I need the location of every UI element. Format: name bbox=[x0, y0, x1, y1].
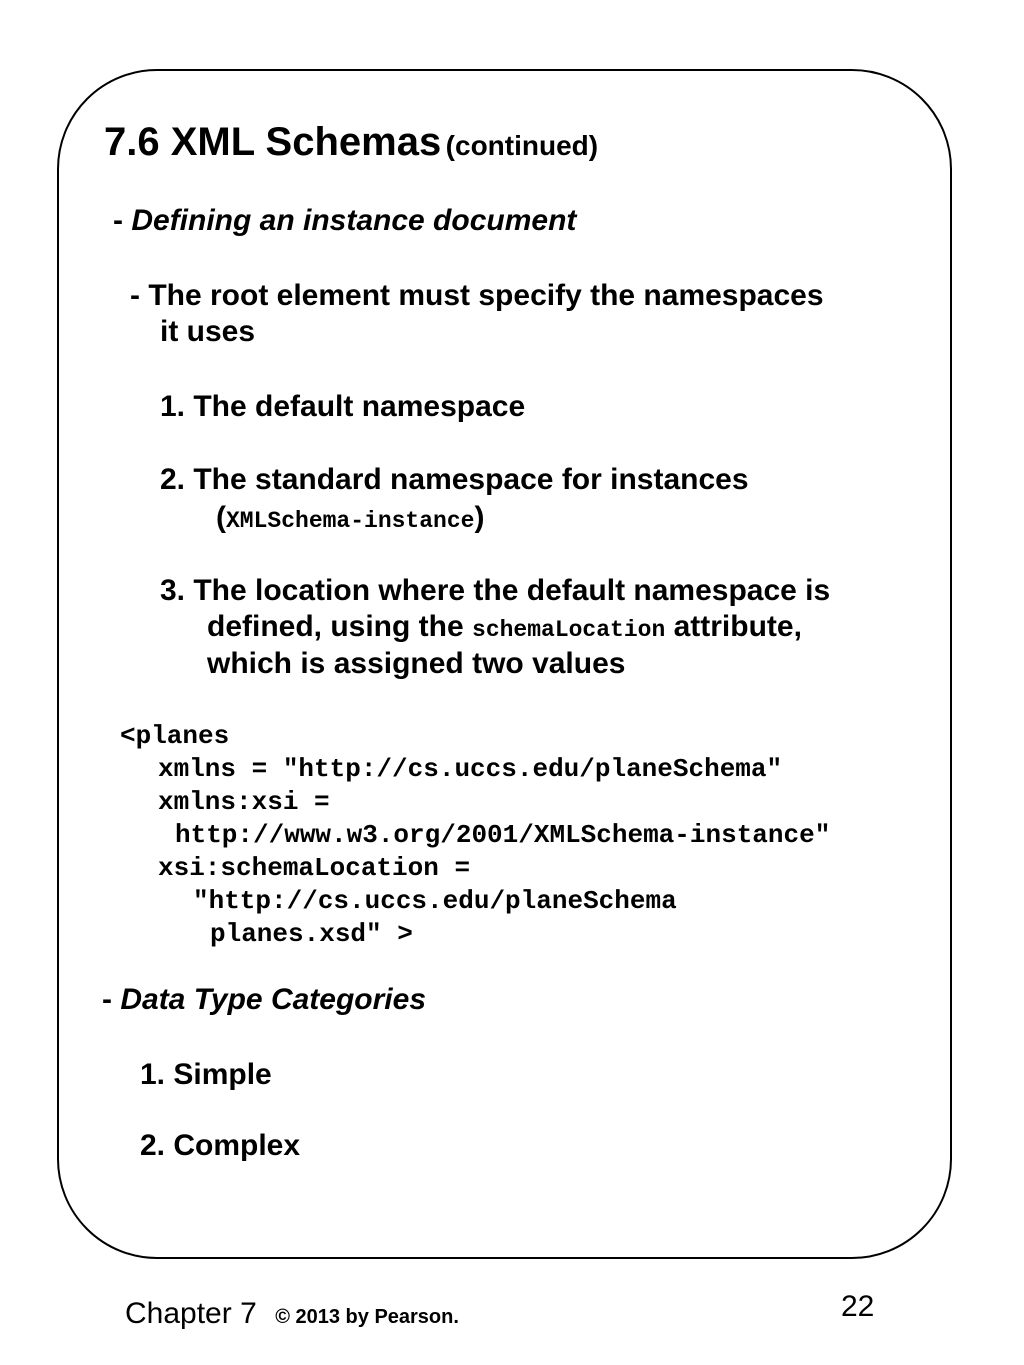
item-location-line3: which is assigned two values bbox=[207, 647, 626, 680]
code-line: <planes bbox=[120, 721, 230, 751]
xmlschema-instance-code: XMLSchema-instance bbox=[226, 508, 475, 534]
section-heading-text: Defining an instance document bbox=[131, 204, 577, 237]
section-dash: - bbox=[113, 204, 123, 237]
title-text: 7.6 XML Schemas bbox=[104, 120, 442, 164]
code-line: xmlns:xsi = bbox=[158, 787, 330, 817]
category-complex: 2. Complex bbox=[140, 1129, 301, 1162]
footer-chapter: Chapter 7 bbox=[125, 1297, 257, 1330]
code-line: http://www.w3.org/2001/XMLSchema-instance" bbox=[175, 820, 831, 850]
title-suffix: (continued) bbox=[445, 130, 599, 161]
code-line: xmlns = "http://cs.uccs.edu/planeSchema" bbox=[158, 754, 783, 784]
item-location-pre: defined, using the bbox=[207, 610, 464, 643]
item-location-post: attribute, bbox=[673, 610, 802, 643]
paren-open: ( bbox=[216, 501, 226, 534]
item-standard-namespace: 2. The standard namespace for instances bbox=[160, 463, 749, 496]
root-point-line2: it uses bbox=[160, 315, 256, 348]
root-point-line1: - The root element must specify the namespaces bbox=[130, 279, 824, 312]
schemalocation-code: schemaLocation bbox=[472, 617, 666, 643]
section-heading-data-types bbox=[102, 983, 426, 1017]
section-dash: - bbox=[102, 983, 112, 1016]
item-standard-namespace-code-line bbox=[216, 501, 484, 535]
page-number: 22 bbox=[841, 1290, 875, 1323]
footer-copyright: © 2013 by Pearson. bbox=[275, 1306, 459, 1328]
code-line: xsi:schemaLocation = bbox=[158, 853, 471, 883]
paren-close: ) bbox=[474, 501, 485, 534]
item-default-namespace: 1. The default namespace bbox=[160, 390, 526, 423]
code-line: planes.xsd" > bbox=[210, 919, 413, 949]
section-heading-instance bbox=[113, 204, 576, 238]
code-line: "http://cs.uccs.edu/planeSchema bbox=[193, 886, 677, 916]
slide-title bbox=[104, 120, 598, 165]
category-simple: 1. Simple bbox=[140, 1058, 272, 1091]
section-heading-text: Data Type Categories bbox=[120, 983, 426, 1016]
item-location-line1: 3. The location where the default namespace is bbox=[160, 574, 831, 607]
item-location-line2 bbox=[207, 610, 802, 644]
footer-left bbox=[125, 1297, 459, 1331]
